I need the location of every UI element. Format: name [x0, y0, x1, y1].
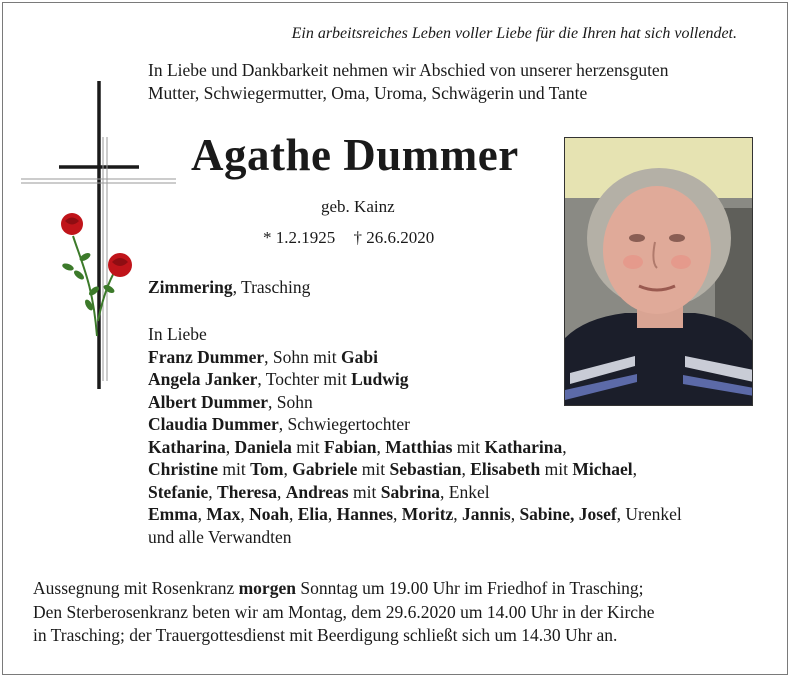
text-run: , [225, 436, 235, 457]
text-run: Sonntag um 19.00 Uhr im Friedhof in Trasching; [295, 578, 644, 598]
text-run: , [197, 504, 207, 524]
text-run: , Urenkel [616, 504, 682, 524]
text-run: Aussegnung mit Rosenkranz [33, 578, 239, 598]
birth-date: * 1.2.1925 [263, 228, 336, 247]
text-run: , Enkel [440, 481, 490, 502]
name-bold: Fabian [324, 436, 377, 457]
name-bold: morgen [238, 578, 296, 598]
text-run: mit [348, 481, 381, 502]
text-run: und alle Verwandten [148, 526, 292, 547]
text-run: in Trasching; der Trauergottesdienst mit Beerdigung schließt sich um 14.30 Uhr an. [33, 625, 618, 645]
name-bold: Max [206, 504, 241, 524]
mourner-line [148, 368, 682, 391]
text-run: mit [218, 459, 251, 479]
text-run: , [283, 459, 293, 479]
name-bold: Andreas [285, 481, 349, 502]
text-run: , [632, 459, 637, 479]
text-run: , Tochter mit [257, 369, 352, 389]
text-run: , Sohn [268, 391, 313, 412]
mourner-line [148, 413, 682, 436]
name-bold: Tom [250, 459, 284, 479]
mourner-line [148, 503, 682, 526]
text-run: , [376, 436, 386, 457]
text-run: mit [357, 459, 390, 479]
name-bold: Michael [572, 459, 633, 479]
name-bold: Hannes [336, 504, 394, 524]
mourner-line [148, 346, 682, 369]
service-line [33, 577, 655, 601]
text-run: , [276, 481, 286, 502]
place-line [148, 277, 310, 298]
service-line [33, 601, 655, 625]
place-rest: , Trasching [232, 277, 311, 297]
service-info [33, 577, 655, 648]
name-bold: Daniela [234, 436, 292, 457]
motto: Ein arbeitsreiches Leben voller Liebe für die Ihren hat sich vollendet. [291, 25, 737, 42]
name-bold: Christine [148, 459, 218, 479]
mourners-heading: In Liebe [148, 324, 207, 344]
deceased-name: Agathe Dummer [191, 130, 519, 180]
name-bold: Elisabeth [470, 459, 541, 479]
name-bold: Matthias [385, 436, 453, 457]
name-bold: Stefanie [148, 481, 209, 502]
text-run: , [510, 504, 520, 524]
text-run: mit [540, 459, 573, 479]
death-date: † 26.6.2020 [353, 228, 435, 247]
name-bold: Noah [249, 504, 289, 524]
obituary-card [2, 2, 788, 675]
name-bold: Sabine, Josef [519, 504, 617, 524]
life-dates [263, 228, 434, 248]
mourner-line [148, 436, 682, 459]
name-bold: Elia [297, 504, 328, 524]
name-bold: Jannis [462, 504, 511, 524]
name-bold: Angela Janker [148, 369, 258, 389]
mourner-line [148, 391, 682, 414]
mourner-line [148, 481, 682, 504]
name-bold: Ludwig [351, 369, 409, 389]
name-bold: Katharina [148, 436, 226, 457]
name-bold: Sabrina [380, 481, 441, 502]
intro-line: In Liebe und Dankbarkeit nehmen wir Abschied von unserer herzensguten [148, 60, 669, 80]
text-run: , [208, 481, 218, 502]
text-run: , [393, 504, 402, 524]
name-bold: Gabriele [292, 459, 358, 479]
name-bold: Gabi [340, 346, 378, 367]
text-run: , Schwiegertochter [278, 414, 410, 434]
name-bold: Emma [148, 504, 198, 524]
text-run: , [461, 459, 471, 479]
intro-text [148, 59, 668, 105]
name-bold: Sebastian [389, 459, 462, 479]
service-line [33, 624, 655, 648]
birth-name: geb. Kainz [321, 197, 395, 216]
text-run: mit [291, 436, 325, 457]
mourners-list [148, 323, 682, 548]
text-run: , [453, 504, 463, 524]
name-bold: Moritz [401, 504, 454, 524]
text-run: , [240, 504, 250, 524]
mourner-line [148, 526, 682, 549]
text-run: , Sohn mit [264, 346, 341, 367]
name-bold: Katharina [484, 436, 563, 457]
text-run: Den Sterberosenkranz beten wir am Montag, dem 29.6.2020 um 14.00 Uhr in der Kirche [33, 601, 655, 622]
name-bold: Theresa [217, 481, 277, 502]
text-run: , [288, 504, 298, 524]
place-bold: Zimmering [148, 277, 233, 297]
text-run: mit [452, 436, 485, 457]
name-bold: Albert Dummer [148, 391, 269, 412]
name-bold: Claudia Dummer [148, 414, 279, 434]
intro-line: Mutter, Schwiegermutter, Oma, Uroma, Schwägerin und Tante [148, 83, 588, 103]
name-bold: Franz Dummer [148, 346, 265, 367]
text-run: , [327, 504, 337, 524]
text-run: , [562, 436, 567, 457]
mourner-line [148, 458, 682, 481]
